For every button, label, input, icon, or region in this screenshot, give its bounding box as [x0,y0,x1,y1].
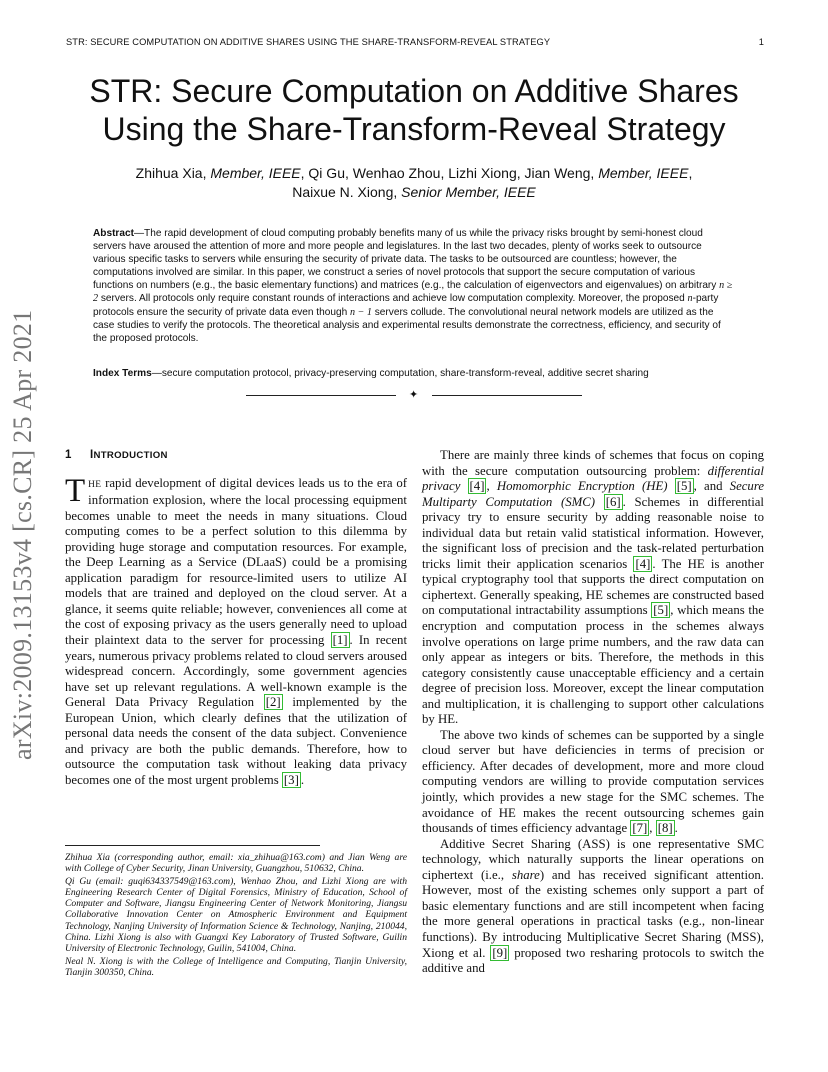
dropcap-letter: T [65,472,86,509]
section-heading-introduction [65,448,407,464]
math-inline: n [687,293,693,305]
paragraph-text: . Schemes in differential privacy try to ensure security by adding reasonable noise to individual data but retain valid statistical information. However, the significant loss of precision and the task-related perturbation tricks limit their application scenarios [422,494,764,571]
citation-link[interactable]: [4] [469,479,485,494]
abstract-text: -party protocols ensure the security of private data even though [93,293,719,318]
paragraph-text: proposed two resharing protocols to switch the additive and [422,945,764,976]
abstract-text: servers. All protocols only require constant rounds of interactions and achieve low computation complexity. Moreover, the proposed [98,293,688,305]
paper-title [40,72,788,148]
citation-link[interactable]: [9] [492,945,508,960]
citation-link[interactable]: [3] [283,772,299,787]
author-role: Senior Member, IEEE [401,184,536,200]
paragraph-text: rapid development of digital devices leads us to the era of information explosion, where the local processing equipment becomes unable to meet the needs in many situations. Cloud computing comes to be a perfect solution to this dilemma by providing huge storage and computation resources. For example, the Deep Learning as a Service (DLaaS) could be a promising application paradigm for resource-limited users to utilize AI models that are trained and deployed on the cloud server. At a glance, it seems quite reliable; however, conveniences all come at the cost of exposing privacy as the users generally need to upload their plaintext data to the server for processing [65,475,407,648]
citation-link[interactable]: [5] [653,603,669,618]
citation-link[interactable]: [7] [632,821,648,836]
separator: , [486,479,497,494]
smallcaps-word: HE [88,479,102,490]
footnote-rule [65,845,320,846]
left-column [65,448,407,788]
citation-link[interactable]: [8] [657,821,673,836]
citation-link[interactable]: [1] [332,633,348,648]
footnote-item: Neal N. Xiong is with the College of Intelligence and Computing, Tianjin University, Tianjin 300350, China. [65,955,407,978]
running-header-title: STR: SECURE COMPUTATION ON ADDITIVE SHARES USING THE SHARE-TRANSFORM-REVEAL STRATEGY [66,37,551,47]
author-line-2 [60,183,768,202]
paragraph-text: implemented by the European Union, which clearly defines that the utilization of personal data needs the consent of the data subject. Convenience and privacy are both the public demands. Therefore, how to outsource the computation task without leaking data privacy becomes one of the most urgent problems [65,695,407,787]
diamond-icon: ✦ [409,389,419,401]
paragraph-text: . [674,821,678,836]
citation-link[interactable]: [2] [265,695,281,710]
divider-line [246,395,396,396]
author-list [60,164,768,202]
paragraph-text: ) and has received significant attention. However, most of the existing schemes only support a part of basic elementary functions and are still incompetent when facing the more general operations in practical tasks (e.g., non-linear functions). By introducing Multiplicative Secret Sharing (MSS), Xiong et al. [422,867,764,960]
term: share [511,867,540,882]
abstract [93,227,736,345]
abstract-text: servers collude. The convolutional neural network models are utilized as the case studies to verify the protocols. The theoretical analysis and experimental results demonstrate the correctness, efficiency, and security of the proposed protocols. [93,306,721,344]
term: Secure Multiparty Computation (SMC) [422,479,765,509]
author-separator: , [688,165,693,181]
arxiv-stamp: arXiv:2009.13153v4 [cs.CR] 25 Apr 2021 [8,309,37,760]
citation-link[interactable]: [4] [635,556,651,571]
index-terms-text: —secure computation protocol, privacy-preserving computation, share-transform-reveal, additive secret sharing [151,368,649,379]
running-header [66,37,764,47]
footnotes [65,852,407,980]
author-group: , Qi Gu, Wenhao Zhou, Lizhi Xiong, Jian Weng, [300,165,599,181]
author-line-1 [60,164,768,183]
paragraph-text: There are mainly three kinds of schemes that focus on coping with the secure computation outsourcing problem: [422,448,764,478]
paragraph-text: The above two kinds of schemes can be supported by a single cloud server but have deficiencies in terms of precision or efficiency. After decades of development, more and more cloud computing vendors are willing to provide computation services jointly, which provides a new stage for the SMC schemes. The avoidance of HE makes the recent outsourcing schemes gain thousands of times efficiency advantage [422,727,764,836]
abstract-label: Abstract [93,228,134,239]
footnote-item: Qi Gu (email: guqi634337549@163.com), Wenhao Zhou, and Lizhi Xiong are with Engineering Research Center of Digital Forensics, Ministry of Education, School of Computer and Software, Jiangsu Engineering Center of Network Monitoring, Jiangsu Collaborative Innovation Center on Atmospheric Environment and Equipment Technology, Nanjing University of Information Science & Technology, Nanjing, 210044, China. Lizhi Xiong is also with Guangxi Key Laboratory of Trusted Software, Guilin University of Electronic Technology, Guilin, 541004, China. [65,876,407,954]
separator: , [649,821,656,836]
body-paragraph [422,448,764,728]
author-xia: Zhihua Xia, [135,165,211,181]
term: Homomorphic Encryption (HE) [496,479,668,494]
title-line-2: Using the Share-Transform-Reveal Strategy [102,111,726,147]
math-inline: n − 1 [350,306,372,318]
abstract-text: —The rapid development of cloud computing probably benefits many of us while the privacy risks brought by semi-honest cloud servers have aroused the attention of more and more people and legislatures. In the last two decades, plenty of works seek to outsource various specific tasks to servers while ensuring the security of private data. The tasks to be outsourced are countless; however, the computations involved are similar. In this paper, we construct a series of novel protocols that support the secure computation of various functions on numbers (e.g., the basic elementary functions) and matrices (e.g., the calculation of eigenvectors and eigenvalues) on arbitrary [93,228,720,292]
footnote-item: Zhihua Xia (corresponding author, email: xia_zhihua@163.com) and Jian Weng are with College of Cyber Security, Jinan University, Guangzhou, 510632, China. [65,852,407,875]
index-terms-label: Index Terms [93,368,152,379]
body-paragraph [422,837,764,977]
author-xiong: Naixue N. Xiong, [292,184,402,200]
section-divider [246,388,582,402]
body-paragraph [422,728,764,837]
separator: , and [693,479,730,494]
paragraph-text: . [300,772,305,787]
citation-link[interactable]: [5] [676,479,692,494]
author-role: Member, IEEE [598,165,689,181]
author-role: Member, IEEE [210,165,301,181]
math-inline: n ≥ 2 [93,280,733,305]
section-number: 1 [65,449,72,461]
divider-line [432,395,582,396]
citation-link[interactable]: [6] [605,494,621,509]
right-column [422,448,764,977]
index-terms [93,367,736,380]
section-title-initial: I [90,449,94,461]
intro-paragraph [65,472,407,789]
paragraph-text: Additive Secret Sharing (ASS) is one representative SMC technology, which naturally supports the linear operations on ciphertext (i.e., [422,836,764,882]
section-title-rest: NTRODUCTION [93,450,168,461]
paragraph-text: , which means the encryption and computation process in the schemes always involve operations on large prime numbers, and the raw data can only appear as integers or bits. Therefore, the methods in this category consistently cause unacceptable efficiency and a certain degree of precision loss. Moreover, except the linear computation and multiplication, it is challenging to support other calculations by HE. [422,603,764,727]
paragraph-text: . In recent years, numerous privacy problems related to cloud servers aroused widespread concern. Accordingly, some government agencies have set up relevant regulations. A well-known example is the General Data Privacy Regulation [65,633,407,710]
page-number: 1 [758,37,764,47]
paragraph-text: . The HE is another typical cryptography tool that supports the direct computation on ciphertext. Generally speaking, HE schemes are constructed based on computational intractability assumptions [422,556,764,618]
title-line-1: STR: Secure Computation on Additive Shares [89,73,739,109]
term: differential privacy [422,463,764,494]
